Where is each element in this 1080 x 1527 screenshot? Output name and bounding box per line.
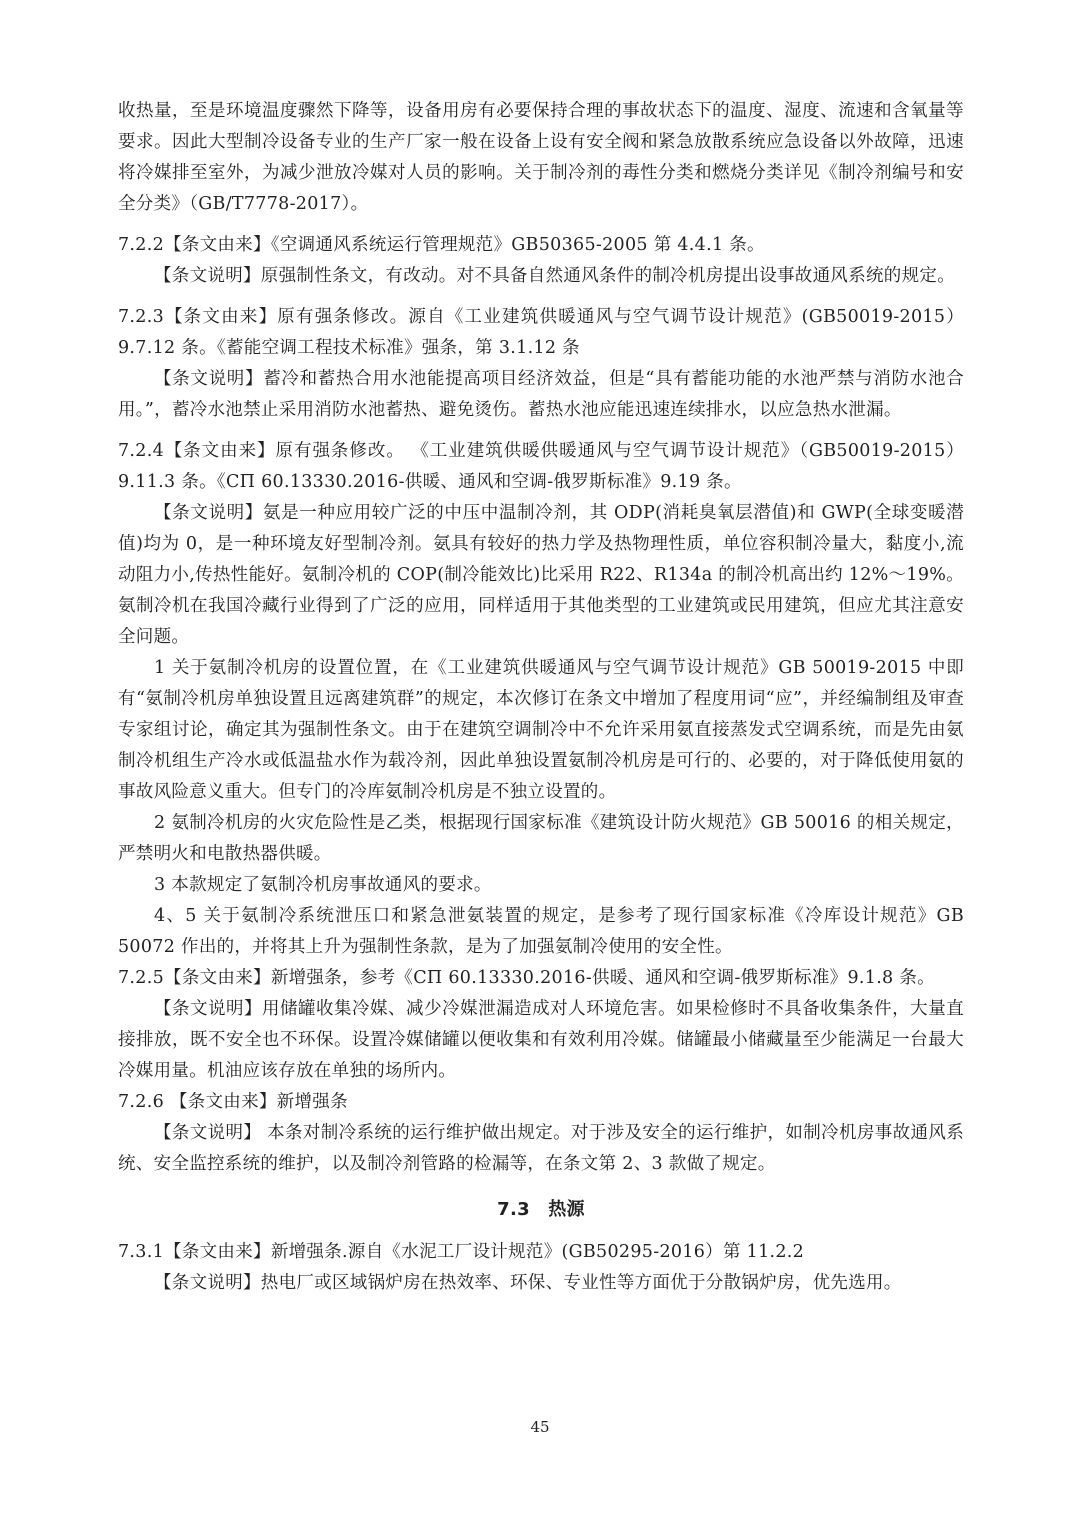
clause-7-2-6-explanation: 【条文说明】 本条对制冷系统的运行维护做出规定。对于涉及安全的运行维护，如制冷机房事故通风系统、安全监控系统的维护，以及制冷剂管路的检漏等，在条文第 2、3 款做了规定。: [118, 1123, 964, 1174]
clause-7-2-4-item-3: 3 本款规定了氨制冷机房事故通风的要求。: [154, 875, 492, 895]
clause-7-2-2-explanation: 【条文说明】原强制性条文，有改动。对不具备自然通风条件的制冷机房提出设事故通风系统的规定。: [154, 266, 955, 286]
clause-7-3-1-explanation: 【条文说明】热电厂或区域锅炉房在热效率、环保、专业性等方面优于分散锅炉房，优先选用。: [154, 1273, 902, 1293]
page-number: 45: [530, 1418, 550, 1436]
clause-7-2-2-source: 7.2.2【条文由来】《空调通风系统运行管理规范》GB50365-2005 第 4.4.1 条。: [118, 235, 765, 255]
page-body: [118, 96, 964, 1299]
clause-7-2-4-item-2: 2 氨制冷机房的火灾危险性是乙类，根据现行国家标准《建筑设计防火规范》GB 50016 的相关规定，严禁明火和电散热器供暖。: [118, 813, 964, 864]
clause-7-2-3-source: 7.2.3【条文由来】原有强条修改。源自《工业建筑供暖通风与空气调节设计规范》(GB50019-2015）9.7.12 条。《蓄能空调工程技术标准》强条，第 3.1.12 条: [118, 307, 964, 358]
clause-7-3-1-source: 7.3.1【条文由来】新增强条.源自《水泥工厂设计规范》(GB50295-2016）第 11.2.2: [118, 1242, 805, 1262]
clause-7-2-4-source: 7.2.4【条文由来】原有强条修改。 《工业建筑供暖供暖通风与空气调节设计规范》（GB50019-2015）9.11.3 条。《СП 60.13330.2016-供暖、通风和空调-俄罗斯标准》9.19 条。: [118, 441, 964, 492]
paragraph-continuation: 收热量，至是环境温度骤然下降等，设备用房有必要保持合理的事故状态下的温度、湿度、流速和含氧量等要求。因此大型制冷设备专业的生产厂家一般在设备上设有安全阀和紧急放散系统应急设备以外故障，迅速将冷媒排至室外，为减少泄放冷媒对人员的影响。关于制冷剂的毒性分类和燃烧分类详见《制冷剂编号和安全分类》（GB/T7778-2017）。: [118, 101, 964, 214]
clause-7-2-5-source: 7.2.5【条文由来】新增强条，参考《СП 60.13330.2016-供暖、通风和空调-俄罗斯标准》9.1.8 条。: [118, 968, 935, 988]
clause-7-2-3-explanation: 【条文说明】蓄冷和蓄热合用水池能提高项目经济效益，但是“具有蓄能功能的水池严禁与消防水池合用。”，蓄冷水池禁止采用消防水池蓄热、避免烫伤。蓄热水池应能迅速连续排水，以应急热水泄漏。: [118, 369, 964, 420]
clause-7-2-4-explanation: 【条文说明】氨是一种应用较广泛的中压中温制冷剂，其 ODP(消耗臭氧层潜值)和 GWP(全球变暖潜值)均为 0，是一种环境友好型制冷剂。氨具有较好的热力学及热物理性质，单位容积制冷量大，黏度小,流动阻力小,传热性能好。氨制冷机的 COP(制冷能效比)比采用 R22、R134a 的制冷机高出约 12%～19%。氨制冷机在我国冷藏行业得到了广泛的应用，同样适用于其他类型的工业建筑或民用建筑，但应尤其注意安全问题。: [118, 503, 964, 647]
clause-7-2-5-explanation: 【条文说明】用储罐收集冷媒、减少冷媒泄漏造成对人环境危害。如果检修时不具备收集条件，大量直接排放，既不安全也不环保。设置冷媒储罐以便收集和有效利用冷媒。储罐最小储藏量至少能满足一台最大冷媒用量。机油应该存放在单独的场所内。: [118, 999, 964, 1081]
clause-7-2-4-item-4-5: 4、5 关于氨制冷系统泄压口和紧急泄氨装置的规定，是参考了现行国家标准《冷库设计规范》GB 50072 作出的，并将其上升为强制性条款，是为了加强氨制冷使用的安全性。: [118, 906, 964, 957]
section-title: 7.3 热源: [497, 1199, 585, 1220]
clause-7-2-6-source: 7.2.6 【条文由来】新增强条: [118, 1092, 348, 1112]
clause-7-2-4-item-1: 1 关于氨制冷机房的设置位置，在《工业建筑供暖通风与空气调节设计规范》GB 50019-2015 中即有“氨制冷机房单独设置且远离建筑群”的规定，本次修订在条文中增加了程度用词“应”，并经编制组及审查专家组讨论，确定其为强制性条文。由于在建筑空调制冷中不允许采用氨直接蒸发式空调系统，而是先由氨制冷机组生产冷水或低温盐水作为载冷剂，因此单独设置氨制冷机房是可行的、必要的，对于降低使用氨的事故风险意义重大。但专门的冷库氨制冷机房是不独立设置的。: [118, 658, 964, 802]
